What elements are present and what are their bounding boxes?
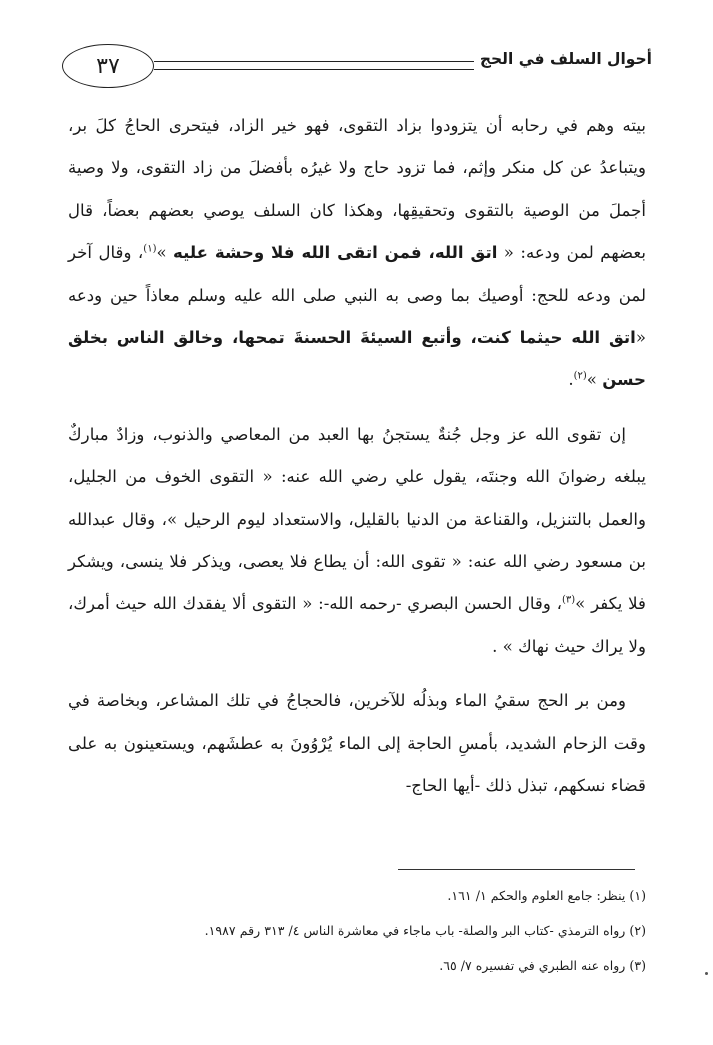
text-run: »: [586, 370, 603, 390]
text-run: ومن بر الحج سقيُ الماء وبذلُه للآخرين، فالحجاجُ في تلك المشاعر، وبخاصة في وقت الزحام الشديد، بأمسِ الحاجة إلى الماء يُرْوُونَ به عطشَهم، ويستعينون به على قضاء نسكهم، تبذل ذلك -أيها الحاج-: [68, 691, 646, 796]
text-run: ، وقال الحسن البصري -رحمه الله-: « التقوى ألا يفقدك الله حيث أمرك، ولا يراك حيث نهاك » .: [68, 594, 646, 656]
footnote: (٣) رواه عنه الطبري في تفسيره ٧/ ٦٥.: [439, 958, 646, 973]
margin-dot: [705, 972, 708, 975]
paragraph: [68, 105, 646, 402]
footnote: (١) ينظر: جامع العلوم والحكم ١/ ١٦١.: [447, 888, 646, 903]
page-number: ٣٧: [62, 44, 154, 88]
page-header: [62, 44, 652, 88]
footnotes: [68, 878, 646, 983]
text-run: إن تقوى الله عز وجل جُنةٌ يستجنُ بها العبد من المعاصي والذنوب، وزادٌ مباركٌ يبلغه رضوانَ الله وجنتَه، يقول علي رضي الله عنه: « التقوى الخوف من الجليل، والعمل بالتنزيل، والقناعة من الدنيا بالقليل، والاستعداد ليوم الرحيل »، وقال عبدالله بن مسعود رضي الله عنه: « تقوى الله: أن يطاع فلا يعصى، ويذكر فلا ينسى، ويشكر فلا يكفر »: [68, 424, 646, 614]
quoted-text: اتق الله حيثما كنت، وأتبع السيئةَ الحسنةَ تمحها، وخالق الناس بخلق حسن: [68, 328, 646, 390]
footnote-ref: (٣): [561, 594, 576, 606]
running-title: أحوال السلف في الحج: [479, 50, 652, 68]
footnote: (٢) رواه الترمذي -كتاب البر والصلة- باب ماجاء في معاشرة الناس ٤/ ٣١٣ رقم ١٩٨٧.: [204, 923, 646, 938]
paragraph: [68, 680, 646, 807]
header-double-rule: [154, 61, 474, 70]
text-run: ، وقال آخر لمن ودعه للحج: أوصيك بما وصى به النبي صلى الله عليه وسلم معاذاً حين ودعه «: [68, 243, 646, 348]
text-run: »: [156, 243, 174, 263]
body-text: [68, 105, 646, 808]
paragraph: [68, 414, 646, 668]
text-run: .: [568, 370, 574, 390]
footnote-ref: (١): [143, 243, 157, 255]
quoted-text: اتق الله، فمن اتقى الله فلا وحشة عليه: [173, 243, 498, 263]
footnote-ref: (٢): [573, 370, 587, 382]
text-run: بيته وهم في رحابه أن يتزودوا بزاد التقوى، فهو خير الزاد، فيتحرى الحاجُ كلَ بر، ويتباعدُ عن كل منكر وإثم، فما تزود حاج ولا غيرُه بأفضلَ من زاد التقوى، ولا وصية أجملَ من الوصية بالتقوى وتحقيقِها، وهكذا كان السلف يوصي بعضهم بعضاً، قال بعضهم لمن ودعه: «: [68, 116, 646, 263]
footnote-separator: [398, 869, 635, 870]
